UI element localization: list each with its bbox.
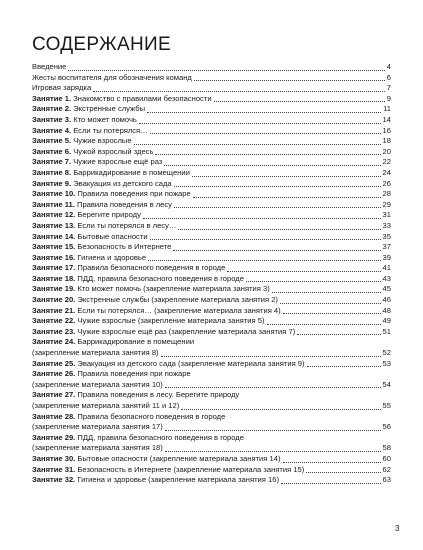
toc-entry-title: Эвакуация из детского сада: [73, 178, 172, 188]
toc-entry-page: 35: [382, 231, 391, 241]
toc-entry-label: Занятие 13.: [32, 220, 76, 230]
dot-leader: [150, 133, 381, 134]
toc-entry-title: Правила поведения при пожаре: [77, 189, 191, 199]
toc-entry-page: 11: [383, 104, 391, 114]
toc-entry[interactable]: [32, 306, 391, 317]
toc-entry-page: 48: [382, 305, 391, 315]
toc-entry-title: Правила безопасного поведения в городе: [77, 411, 226, 421]
toc-entry[interactable]: [32, 147, 391, 158]
toc-entry-text: [32, 295, 278, 306]
toc-entry-line: [32, 337, 391, 348]
toc-entry-text: [32, 232, 148, 243]
toc-entry-text: [32, 83, 91, 94]
toc-entry-label: Занятие 14.: [32, 231, 76, 241]
toc-entry[interactable]: [32, 274, 391, 285]
toc-entry-text: [32, 73, 192, 84]
toc-entry-label: Занятие 32.: [32, 475, 76, 485]
toc-entry[interactable]: [32, 443, 391, 454]
toc-entry-title: Бытовые опасности: [77, 231, 148, 241]
dot-leader: [161, 356, 381, 357]
dot-leader: [93, 91, 385, 92]
toc-entry-label: Занятие 1.: [32, 93, 72, 103]
toc-entry[interactable]: [32, 242, 391, 253]
toc-entry[interactable]: [32, 189, 391, 200]
toc-entry-text: [32, 189, 191, 200]
toc-entry[interactable]: [32, 359, 391, 370]
toc-entry-title: Чужой взрослый здесь: [73, 146, 154, 156]
toc-entry-title: Правила поведения при пожаре: [77, 369, 191, 379]
toc-entry-label: Занятие 19.: [32, 284, 76, 294]
toc-entry[interactable]: [32, 157, 391, 168]
toc-entry-title-continued: (закрепление материала занятия 10): [32, 379, 163, 389]
toc-entry-page: 41: [382, 263, 391, 273]
toc-entry-title: Знакомство с правилами безопасности: [73, 93, 212, 103]
toc-entry-page: 46: [382, 295, 391, 305]
toc-entry-title: Правила поведения в лесу: [76, 199, 172, 209]
toc-entry-page: 28: [382, 189, 391, 199]
toc-entry-page: 26: [382, 178, 391, 188]
toc-entry-label: Занятие 20.: [32, 295, 76, 305]
toc-entry-label: Занятие 21.: [32, 305, 76, 315]
toc-entry[interactable]: [32, 83, 391, 94]
toc-entry-text: [32, 263, 225, 274]
toc-entry[interactable]: [32, 179, 391, 190]
dot-leader: [214, 101, 385, 102]
toc-entry-page: 45: [382, 284, 391, 294]
toc-entry-page: 43: [382, 273, 391, 283]
toc-entry-text: [32, 327, 295, 338]
toc-entry-title: Правила безопасного поведения в городе: [77, 263, 226, 273]
dot-leader: [134, 144, 381, 145]
dot-leader: [227, 271, 380, 272]
dot-leader: [147, 112, 381, 113]
toc-entry-title: ПДД, правила безопасного поведения в городе: [77, 432, 244, 442]
toc-entry-title-continued: (закрепление материала занятия 17): [32, 422, 163, 432]
toc-entry-page: 22: [382, 157, 391, 167]
toc-entry-page: 58: [382, 443, 391, 453]
toc-entry-page: 39: [382, 252, 391, 262]
toc-entry-title: Гигиена и здоровье: [77, 252, 147, 262]
toc-entry-title: Если ты потерялся… (закрепление материала занятия 4): [77, 305, 281, 315]
toc-entry-label: Занятие 11.: [32, 199, 75, 209]
dot-leader: [174, 207, 381, 208]
toc-entry-text: [32, 157, 162, 168]
dot-leader: [306, 472, 380, 473]
toc-entry-title: Жесты воспитателя для обозначения команд: [32, 72, 192, 82]
toc-entry-label: Занятие 6.: [32, 146, 72, 156]
dot-leader: [192, 176, 381, 177]
toc-entry-label: Занятие 15.: [32, 242, 76, 252]
toc-entry[interactable]: [32, 401, 391, 412]
toc-entry[interactable]: [32, 104, 391, 115]
toc-entry-page: 33: [382, 220, 391, 230]
toc-entry[interactable]: [32, 284, 391, 295]
dot-leader: [165, 451, 381, 452]
toc-entry[interactable]: [32, 73, 391, 84]
toc-entry-title: Чужие взрослые (закрепление материала занятия 5): [77, 316, 265, 326]
dot-leader: [246, 281, 381, 282]
toc-entry-page: 62: [382, 464, 391, 474]
toc-entry-label: Занятие 24.: [32, 337, 76, 347]
toc-entry[interactable]: [32, 422, 391, 433]
toc-entry-text: [32, 179, 172, 190]
toc-entry[interactable]: [32, 454, 391, 465]
dot-leader: [148, 260, 380, 261]
toc-entry[interactable]: [32, 126, 391, 137]
toc-entry[interactable]: [32, 62, 391, 73]
toc-entry-title: ПДД, правила безопасного поведения в городе: [77, 273, 244, 283]
toc-entry[interactable]: [32, 94, 391, 105]
dot-leader: [155, 154, 380, 155]
page-number: 3: [395, 524, 400, 533]
dot-leader: [281, 483, 381, 484]
toc-entry-line: [32, 369, 391, 380]
toc-entry-line: [32, 390, 391, 401]
toc-entry[interactable]: [32, 327, 391, 338]
dot-leader: [164, 165, 380, 166]
toc-entry-title-continued: (закрепление материала занятий 11 и 12): [32, 401, 180, 410]
toc-entry-page: 18: [382, 136, 391, 146]
toc-entry-title: Чужие взрослые ещё раз (закрепление материала занятия 7): [77, 326, 296, 336]
toc-entry[interactable]: [32, 380, 391, 391]
dot-leader: [165, 430, 381, 431]
toc-entry-title-continued: (закрепление материала занятия 18): [32, 443, 163, 453]
table-of-contents: [32, 62, 391, 486]
toc-entry-page: 37: [382, 242, 391, 252]
toc-entry-title: Кто может помочь (закрепление материала занятия 3): [77, 284, 270, 294]
dot-leader: [307, 366, 381, 367]
toc-entry-line: [32, 433, 391, 444]
dot-leader: [280, 303, 381, 304]
toc-entry-label: Занятие 31.: [32, 464, 76, 474]
toc-entry-title: Введение: [32, 62, 67, 71]
toc-entry-page: 24: [382, 167, 391, 177]
toc-entry-text: [32, 221, 176, 232]
toc-entry-title: Баррикадирование в помещении: [77, 337, 195, 347]
toc-entry-title-continued: (закрепление материала занятия 8): [32, 348, 159, 358]
toc-entry-text: [32, 316, 265, 327]
toc-entry-title: Берегите природу: [77, 210, 141, 220]
dot-leader: [173, 250, 380, 251]
toc-entry-label: Занятие 8.: [32, 167, 72, 177]
toc-entry[interactable]: [32, 232, 391, 243]
dot-leader: [150, 239, 381, 240]
toc-entry-title: Если ты потерялся…: [73, 125, 148, 135]
toc-entry-title: Если ты потерялся в лесу…: [77, 220, 177, 230]
dot-leader: [139, 123, 381, 124]
toc-entry-title: Баррикадирование в помещении: [73, 167, 190, 177]
toc-entry-label: Занятие 27.: [32, 390, 76, 400]
toc-entry-text: [32, 274, 244, 285]
toc-entry-page: 52: [382, 348, 391, 358]
dot-leader: [194, 80, 385, 81]
toc-entry-label: Занятие 18.: [32, 273, 76, 283]
toc-entry-text: [32, 454, 281, 465]
toc-entry-label: Занятие 7.: [32, 157, 72, 167]
toc-entry-text: [32, 253, 146, 264]
toc-entry-text: [32, 359, 305, 370]
toc-entry-label: Занятие 17.: [32, 263, 76, 273]
toc-entry-text: [32, 104, 145, 115]
toc-entry-label: Занятие 3.: [32, 114, 72, 124]
toc-entry-title: Чужие взрослые ещё раз: [73, 157, 163, 167]
toc-entry-text: [32, 242, 171, 253]
dot-leader: [272, 292, 381, 293]
toc-entry-label: Занятие 5.: [32, 136, 72, 146]
toc-entry-text: [32, 126, 148, 137]
toc-entry-title: Экстренные службы: [73, 104, 146, 114]
toc-entry-page: 49: [382, 316, 391, 326]
toc-entry-title: Гигиена и здоровье (закрепление материала занятия 16): [77, 475, 279, 485]
toc-entry[interactable]: [32, 465, 391, 476]
toc-entry[interactable]: [32, 168, 391, 179]
toc-entry-text: [32, 115, 137, 126]
toc-entry-text: [32, 62, 66, 73]
toc-entry-label: Занятие 16.: [32, 252, 76, 262]
toc-entry-label: Занятие 12.: [32, 210, 76, 220]
toc-entry-title: Бытовые опасности (закрепление материала занятия 14): [77, 453, 281, 463]
toc-entry-label: Занятие 4.: [32, 125, 72, 135]
page-title: СОДЕРЖАНИЕ: [32, 34, 171, 55]
toc-entry-title: Кто может помочь: [73, 114, 137, 124]
toc-entry-title: Эвакуация из детского сада (закрепление материала занятия 9): [77, 358, 305, 368]
toc-entry-page: 54: [382, 379, 391, 389]
toc-entry-label: Занятие 30.: [32, 453, 76, 463]
toc-entry-title: Игровая зарядка: [32, 83, 92, 93]
toc-entry-text: [32, 465, 304, 476]
toc-entry-text: [32, 284, 270, 295]
toc-entry-page: 60: [382, 453, 391, 463]
toc-entry-page: 51: [382, 326, 391, 336]
dot-leader: [68, 70, 384, 71]
toc-entry-page: 6: [386, 72, 391, 82]
toc-entry-label: Занятие 22.: [32, 316, 76, 326]
dot-leader: [193, 197, 381, 198]
dot-leader: [143, 218, 381, 219]
dot-leader: [297, 334, 380, 335]
toc-entry[interactable]: [32, 210, 391, 221]
toc-entry-title: Экстренные службы (закрепление материала занятия 2): [77, 295, 278, 305]
toc-entry[interactable]: [32, 316, 391, 327]
toc-entry-text: [32, 136, 132, 147]
dot-leader: [267, 324, 381, 325]
toc-entry-page: 4: [386, 62, 391, 71]
toc-entry-line: [32, 412, 391, 423]
toc-entry-page: 9: [386, 93, 391, 103]
toc-entry[interactable]: [32, 200, 391, 211]
toc-entry-title: Чужие взрослые: [73, 136, 132, 146]
toc-entry[interactable]: [32, 115, 391, 126]
toc-entry-page: 53: [382, 358, 391, 368]
toc-entry-page: 16: [382, 125, 391, 135]
toc-entry-page: 29: [382, 199, 391, 209]
toc-entry-title: Правила поведения в лесу. Берегите природу: [77, 390, 240, 400]
toc-entry-text: [32, 475, 279, 486]
toc-entry[interactable]: [32, 253, 391, 264]
toc-entry-page: 20: [382, 146, 391, 156]
dot-leader: [181, 409, 380, 410]
toc-entry-label: Занятие 9.: [32, 178, 72, 188]
toc-entry-title: Безопасность в Интернете: [77, 242, 172, 252]
toc-entry-label: Занятие 23.: [32, 326, 76, 336]
dot-leader: [283, 462, 381, 463]
toc-entry-text: [32, 147, 153, 158]
toc-entry-text: [32, 210, 141, 221]
toc-entry-text: [32, 168, 190, 179]
toc-entry[interactable]: [32, 475, 391, 486]
toc-entry[interactable]: [32, 136, 391, 147]
toc-entry-label: Занятие 25.: [32, 358, 76, 368]
dot-leader: [283, 313, 381, 314]
dot-leader: [178, 229, 380, 230]
toc-entry-title: Безопасность в Интернете (закрепление материала занятия 15): [77, 464, 305, 474]
toc-entry-page: 56: [382, 422, 391, 432]
toc-entry-page: 63: [382, 475, 391, 485]
toc-entry-page: 55: [382, 401, 391, 410]
toc-entry[interactable]: [32, 263, 391, 274]
toc-entry-label: Занятие 28.: [32, 411, 76, 421]
toc-entry[interactable]: [32, 295, 391, 306]
toc-entry-text: [32, 94, 212, 105]
toc-entry-page: 7: [386, 83, 391, 93]
toc-entry-label: Занятие 10.: [32, 189, 76, 199]
toc-entry[interactable]: [32, 348, 391, 359]
toc-entry-text: [32, 200, 172, 211]
toc-entry[interactable]: [32, 221, 391, 232]
toc-entry-label: Занятие 2.: [32, 104, 72, 114]
toc-entry-text: [32, 306, 281, 317]
toc-entry-label: Занятие 26.: [32, 369, 76, 379]
toc-entry-page: 14: [382, 114, 391, 124]
toc-entry-label: Занятие 29.: [32, 432, 76, 442]
toc-entry-page: 31: [382, 210, 391, 220]
dot-leader: [165, 387, 381, 388]
dot-leader: [174, 186, 381, 187]
